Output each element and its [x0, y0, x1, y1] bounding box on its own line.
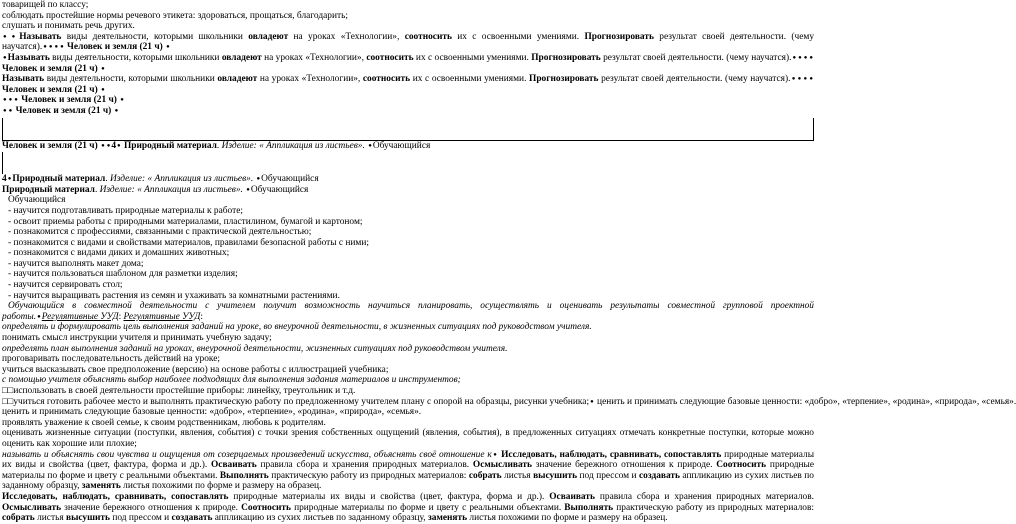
paragraph: называть и объяснять свои чувства и ощущения от созерцаемых произведений искусства, объяснять своё отношение к● Исследовать, наблюдать, сравнивать, сопоставлять природные материалы их виды и свойства (цвет, фактура, форма и др.). Осваивать правила сбора и хранения природных материалов. Осмысливать значение бережного отношения к природе. Соотносить природные материалы по форме и цвету с реальными объектами. Выполнять практическую работу из природных материалов: собрать листья высушить под прессом и создавать аппликацию из сухих листьев по заданному образцу, заменять листья похожими по форме и размеру на образец. — [2, 450, 814, 492]
text-line: учиться высказывать свое предположение (версию) на основе работы с иллюстрацией учебника; — [2, 364, 389, 375]
bullet-icon — [119, 95, 125, 105]
bullet-icon — [116, 141, 122, 151]
bullet-icon — [100, 141, 106, 151]
bullet-icon — [808, 74, 814, 84]
paragraph: ● Называть виды деятельности, которыми школьники овладеют на уроках «Технологии», соотносить их с освоенными умениями. Прогнозировать результат своей деятельности. (чему научатся).● ● ● ● Человек и земля (21 ч) ● — [2, 53, 814, 74]
text-line: □□использовать в своей деятельности простейшие приборы: линейку, треугольник и т.д. — [2, 386, 356, 396]
paragraph: Обучающийся в совместной деятельности с учителем получит возможность научиться планировать, осуществлять и оценивать результаты совместной групповой проектной работы.● Регулятивные УУД: Регулятивные УУД: — [2, 301, 814, 322]
text-line: определять и формулировать цель выполнения заданий на уроке, во внеурочной деятельности, в жизненных ситуациях под руководством учителя. — [2, 322, 592, 333]
bullet-icon — [2, 32, 11, 42]
paragraph: Называть виды деятельности, которыми школьники овладеют на уроках «Технологии», соотносить их с освоенными умениями. Прогнозировать результат своей деятельности. (чему научатся).● ● ● ● Человек и земля (21 ч) ● — [2, 74, 814, 95]
text-line: определять план выполнения заданий на уроках, внеурочной деятельности, жизненных ситуациях под руководством учителя. — [2, 343, 508, 354]
list-item: - познакомится с видами и свойствами материалов, правилами безопасной работы с ними; — [8, 237, 369, 248]
bullet-icon — [8, 106, 14, 116]
bullet-icon — [797, 53, 803, 63]
bullet-icon — [2, 106, 8, 116]
checkbox-icon: □□ — [2, 386, 14, 396]
bullet-icon — [13, 95, 19, 105]
list-item: - научится подготавливать природные материалы к работе; — [8, 205, 243, 216]
bullet-icon — [790, 74, 796, 84]
bullet-icon — [165, 42, 171, 52]
bullet-icon — [114, 106, 120, 116]
bullet-icon — [100, 85, 106, 95]
learner-heading: Обучающийся — [8, 195, 66, 206]
text-line: понимать смысл инструкции учителя и принимать учебную задачу; — [2, 333, 272, 344]
paragraph: оценивать жизненные ситуации (поступки, явления, события) с точки зрения собственных ощущений (явления, события), в предложенных ситуациях отмечать конкретные поступки, которые можно оценить как хорошие или плохие; — [2, 428, 814, 449]
outcomes-list — [2, 206, 814, 301]
chapter-line: ● ● Человек и земля (21 ч) ● — [2, 106, 814, 117]
chapter-line: ● ● ● Человек и земля (21 ч) ● — [2, 95, 814, 106]
table-frame — [2, 152, 814, 174]
list-item: - научится выращивать растения из семян и ухаживать за комнатными растениями. — [8, 290, 340, 301]
list-item: - научится пользоваться шаблоном для разметки изделия; — [8, 269, 238, 280]
list-item: - освоит приемы работы с природными материалами, пластилином, бумагой и картоном; — [8, 216, 363, 227]
paragraph: ● ● Называть виды деятельности, которыми школьники овладеют на уроках «Технологии», соотносить их с освоенными умениями. Прогнозировать результат своей деятельности. (чему научатся).● ● ● ● Человек и земля (21 ч) ● — [2, 32, 814, 53]
list-item: - научится выполнять макет дома; — [8, 258, 144, 269]
chapter-line: Человек и земля (21 ч) ● ● 4● Природный материал. Изделие: « Аппликация из листьев». ● Обучающийся — [2, 141, 814, 152]
bullet-icon — [492, 450, 499, 460]
text-line: с помощью учителя объяснять выбор наиболее подходящих для выполнения задания материалов и инструментов; — [2, 375, 461, 386]
paragraph: Исследовать, наблюдать, сравнивать, сопоставлять природные материалы их виды и свойства (цвет, фактура, форма и др.). Осваивать правила сбора и хранения природных материалов. Осмысливать значение бережного отношения к природе. Соотносить природные материалы по форме и цвету с реальными объектами. Выполнять практическую работу из природных материалов: собрать листья высушить под прессом и создавать аппликацию из сухих листьев по заданному образцу, заменять листья похожими по форме и размеру на образец. — [2, 491, 814, 524]
bullet-icon — [797, 74, 803, 84]
table-frame — [2, 118, 814, 141]
list-item: - научится сервировать стол; — [8, 280, 123, 291]
bullet-icon — [59, 42, 65, 52]
list-item: - познакомится с видами диких и домашних животных; — [8, 248, 230, 259]
text-line: слушать и понимать речь других. — [2, 21, 135, 32]
bullet-icon — [11, 32, 20, 42]
text-line: проговаривать последовательность действий на уроке; — [2, 354, 220, 365]
checkbox-icon: □□ — [2, 396, 14, 407]
text-line: товарищей по классу; — [2, 0, 89, 10]
text-line: □□учиться готовить рабочее место и выполнять практическую работу по предложенному учителем плану с опорой на образцы, рисунки учебника;● ценить и принимать следующие базовые ценности: «добро», «терпение», «родина», «природа», «семья». — [2, 397, 814, 408]
text-line: ценить и принимать следующие базовые ценности: «добро», «терпение», «родина», «природа», «семья». — [2, 407, 422, 418]
list-item: - познакомится с профессиями, связанными с практической деятельностью; — [8, 227, 312, 238]
text-line: соблюдать простейшие нормы речевого этикета: здороваться, прощаться, благодарить; — [2, 10, 348, 21]
bullet-icon — [808, 53, 814, 63]
topic-line: Природный материал. Изделие: « Аппликация из листьев». ● Обучающийся — [2, 185, 814, 196]
topic-line: 4● Природный материал. Изделие: « Аппликация из листьев». ● Обучающийся — [2, 174, 814, 185]
bullet-icon — [42, 42, 48, 52]
text-line: проявлять уважение к своей семье, к своим родственникам, любовь к родителям. — [2, 417, 326, 428]
bullet-icon — [100, 64, 106, 74]
bullet-icon — [2, 95, 8, 105]
